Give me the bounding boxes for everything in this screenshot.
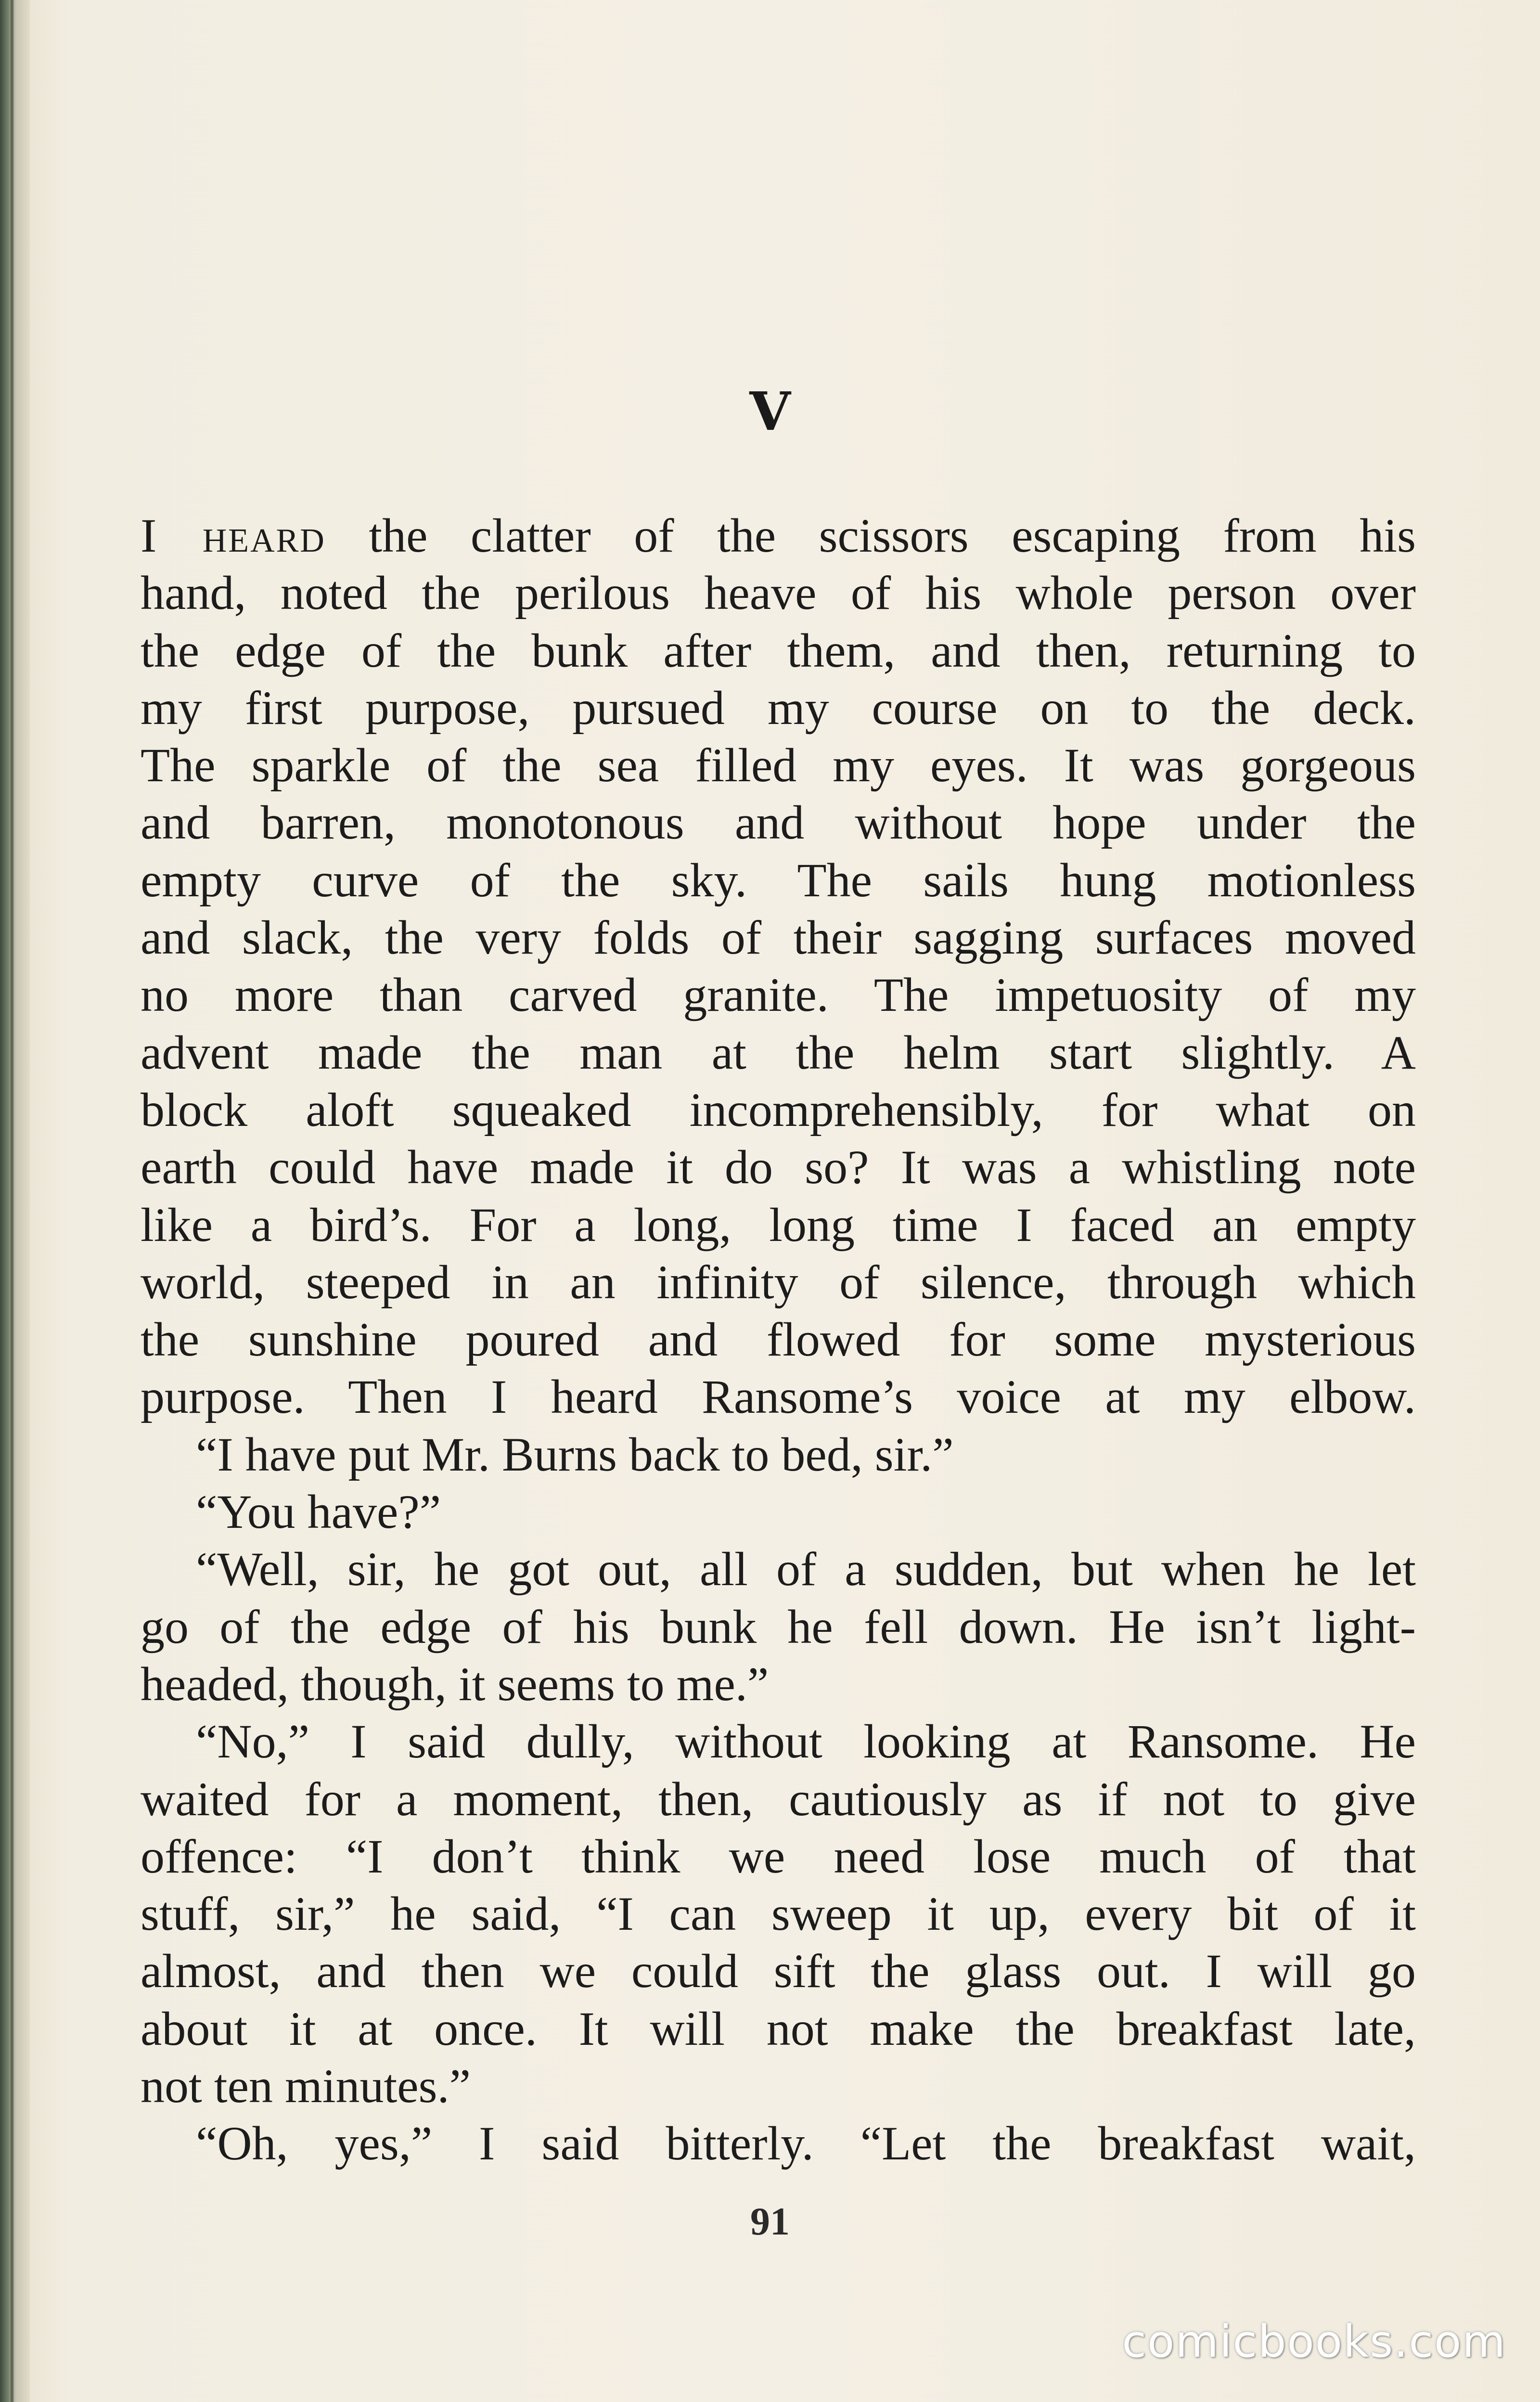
dialogue-line: “Oh, yes,” I said bitterly. “Let the breakfast wait, (196, 2117, 1416, 2170)
dialogue-line: “You have?” (196, 1485, 441, 1539)
page-number: 91 (750, 2199, 790, 2243)
text-line: and barren, monotonous and without hope under the (141, 796, 1416, 850)
text-line: offence: “I don’t think we need lose much of that (141, 1829, 1416, 1883)
dialogue-line: “No,” I said dully, without looking at Ransome. He (196, 1715, 1416, 1769)
text-line: hand, noted the perilous heave of his whole person over (141, 566, 1416, 620)
text-line: stuff, sir,” he said, “I can sweep it up, every bit of it (141, 1887, 1416, 1941)
page-binding-edge (0, 0, 30, 2402)
lead-in-small-caps: I heard (141, 509, 326, 562)
text-line: not ten minutes.” (141, 2059, 471, 2113)
site-watermark: comicbooks.com (1122, 2316, 1506, 2367)
text-line: headed, though, it seems to me.” (141, 1657, 769, 1711)
dialogue-line: “I have put Mr. Burns back to bed, sir.” (196, 1427, 954, 1481)
text-line: like a bird’s. For a long, long time I faced an empty (141, 1198, 1416, 1252)
text-line: advent made the man at the helm start slightly. A (141, 1025, 1416, 1079)
body-text (141, 507, 1416, 2172)
text-line: the sunshine poured and flowed for some mysterious (141, 1313, 1416, 1367)
text-line: purpose. Then I heard Ransome’s voice at my elbow. (141, 1370, 1416, 1424)
chapter-heading: V (749, 380, 791, 442)
dialogue-line: “Well, sir, he got out, all of a sudden, but when he let (196, 1542, 1416, 1596)
text-line: no more than carved granite. The impetuosity of my (141, 968, 1416, 1022)
text-line-rest: the clatter of the scissors escaping from his (325, 509, 1416, 562)
text-line: and slack, the very folds of their sagging surfaces moved (141, 911, 1416, 965)
text-line: my first purpose, pursued my course on to the deck. (141, 681, 1416, 735)
text-line: block aloft squeaked incomprehensibly, for what on (141, 1083, 1416, 1136)
text-line: The sparkle of the sea filled my eyes. It was gorgeous (141, 738, 1416, 792)
text-line: the edge of the bunk after them, and then, returning to (141, 623, 1416, 677)
text-line (141, 507, 1416, 564)
text-line: earth could have made it do so? It was a whistling note (141, 1140, 1416, 1194)
text-line: about it at once. It will not make the breakfast late, (141, 2002, 1416, 2055)
text-line: empty curve of the sky. The sails hung motionless (141, 853, 1416, 907)
text-line: go of the edge of his bunk he fell down. He isn’t light- (141, 1600, 1416, 1653)
text-line: waited for a moment, then, cautiously as if not to give (141, 1772, 1416, 1826)
text-line: almost, and then we could sift the glass out. I will go (141, 1944, 1416, 1998)
binding-shadow-line (11, 0, 13, 2402)
text-line: world, steeped in an infinity of silence, through which (141, 1255, 1416, 1309)
